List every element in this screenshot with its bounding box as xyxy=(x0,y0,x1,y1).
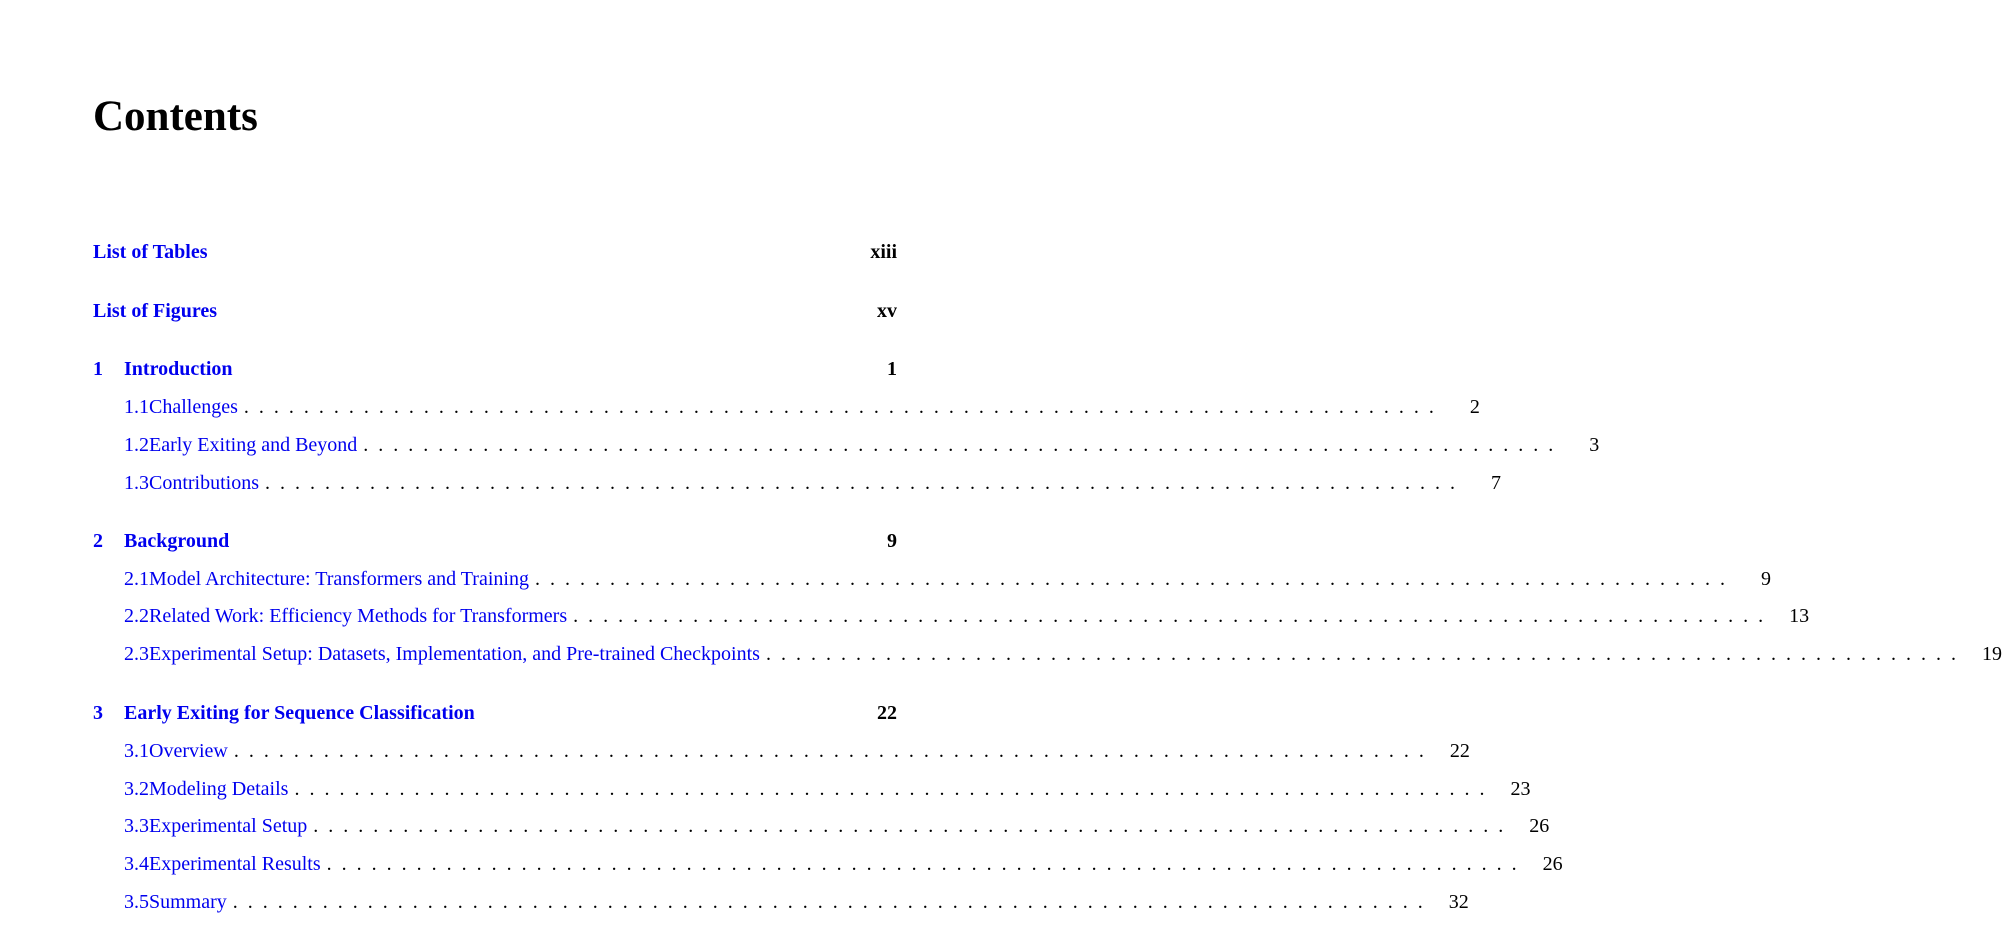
dot-leader: . . . . . . . . . . . . . . . . . . . . . . . . . . . . . . . . . . . . . . . . . . . . . . . . . . . . . . . . . . . . . . . . . . . . . . . . . . . . . . . . xyxy=(232,891,1423,913)
toc-section-3-4[interactable] xyxy=(93,851,1563,877)
section-number[interactable]: 3.3 xyxy=(124,815,149,837)
chapter-title[interactable]: Background xyxy=(124,530,230,552)
section-number[interactable]: 1.3 xyxy=(124,472,149,494)
section-number[interactable]: 3.5 xyxy=(124,891,149,913)
section-page: 2 xyxy=(1469,396,1480,418)
toc-entry-list-of-tables[interactable] xyxy=(93,239,897,265)
toc-section-3-2[interactable] xyxy=(93,776,1531,802)
section-number[interactable]: 1.1 xyxy=(124,396,149,418)
chapter-title[interactable]: Introduction xyxy=(124,358,233,380)
chapter-title[interactable]: Early Exiting for Sequence Classification xyxy=(124,702,475,724)
dot-leader: . . . . . . . . . . . . . . . . . . . . . . . . . . . . . . . . . . . . . . . . . . . . . . . . . . . . . . . . . . . . . . . . . . . . . . . . . . . . . . . . xyxy=(294,778,1485,800)
section-page: 19 xyxy=(1981,643,2002,665)
section-number[interactable]: 3.4 xyxy=(124,853,149,875)
chapter-page: 9 xyxy=(887,530,897,552)
chapter-number[interactable]: 1 xyxy=(93,358,103,380)
dot-leader: . . . . . . . . . . . . . . . . . . . . . . . . . . . . . . . . . . . . . . . . . . . . . . . . . . . . . . . . . . . . . . . . . . . . . . . . . . . . . . . . xyxy=(326,853,1517,875)
section-number[interactable]: 3.2 xyxy=(124,778,149,800)
toc-entry-label[interactable]: List of Tables xyxy=(93,241,208,263)
toc-section-1-1[interactable] xyxy=(93,394,1480,420)
chapter-number[interactable]: 2 xyxy=(93,530,103,552)
section-page: 22 xyxy=(1449,740,1470,762)
section-page: 32 xyxy=(1448,891,1469,913)
section-title[interactable]: Experimental Setup: Datasets, Implementation, and Pre-trained Checkpoints xyxy=(149,643,760,665)
section-number[interactable]: 3.1 xyxy=(124,740,149,762)
toc-section-2-3[interactable] xyxy=(93,641,2002,667)
section-page: 26 xyxy=(1529,815,1550,837)
chapter-page: 1 xyxy=(887,358,897,380)
toc-section-3-1[interactable] xyxy=(93,738,1470,764)
toc-chapter-2[interactable] xyxy=(93,528,897,554)
section-page: 9 xyxy=(1760,568,1771,590)
section-title[interactable]: Experimental Results xyxy=(149,853,321,875)
section-page: 23 xyxy=(1510,778,1531,800)
toc-entry-label[interactable]: List of Figures xyxy=(93,300,218,322)
section-title[interactable]: Modeling Details xyxy=(149,778,289,800)
section-title[interactable]: Experimental Setup xyxy=(149,815,308,837)
dot-leader: . . . . . . . . . . . . . . . . . . . . . . . . . . . . . . . . . . . . . . . . . . . . . . . . . . . . . . . . . . . . . . . . . . . . . . . . . . . . . . . . xyxy=(765,643,1956,665)
toc-entry-page: xv xyxy=(877,300,897,322)
toc-section-3-3[interactable] xyxy=(93,813,1550,839)
section-title[interactable]: Contributions xyxy=(149,472,260,494)
dot-leader: . . . . . . . . . . . . . . . . . . . . . . . . . . . . . . . . . . . . . . . . . . . . . . . . . . . . . . . . . . . . . . . . . . . . . . . . . . . . . . . . xyxy=(363,434,1554,456)
section-page: 13 xyxy=(1789,605,1810,627)
toc-entry-list-of-figures[interactable] xyxy=(93,298,897,324)
section-number[interactable]: 1.2 xyxy=(124,434,149,456)
section-title[interactable]: Early Exiting and Beyond xyxy=(149,434,358,456)
dot-leader: . . . . . . . . . . . . . . . . . . . . . . . . . . . . . . . . . . . . . . . . . . . . . . . . . . . . . . . . . . . . . . . . . . . . . . . . . . . . . . . . xyxy=(233,740,1424,762)
section-title[interactable]: Overview xyxy=(149,740,228,762)
section-title[interactable]: Challenges xyxy=(149,396,238,418)
chapter-number[interactable]: 3 xyxy=(93,702,103,724)
section-title[interactable]: Summary xyxy=(149,891,227,913)
toc-section-2-1[interactable] xyxy=(93,566,1771,592)
dot-leader: . . . . . . . . . . . . . . . . . . . . . . . . . . . . . . . . . . . . . . . . . . . . . . . . . . . . . . . . . . . . . . . . . . . . . . . . . . . . . . . . xyxy=(313,815,1504,837)
toc-chapter-1[interactable] xyxy=(93,356,897,382)
dot-leader: . . . . . . . . . . . . . . . . . . . . . . . . . . . . . . . . . . . . . . . . . . . . . . . . . . . . . . . . . . . . . . . . . . . . . . . . . . . . . . . . xyxy=(243,396,1434,418)
section-number[interactable]: 2.3 xyxy=(124,643,149,665)
dot-leader: . . . . . . . . . . . . . . . . . . . . . . . . . . . . . . . . . . . . . . . . . . . . . . . . . . . . . . . . . . . . . . . . . . . . . . . . . . . . . . . . xyxy=(573,605,1764,627)
section-page: 3 xyxy=(1589,434,1600,456)
toc-section-1-2[interactable] xyxy=(93,432,1600,458)
toc-section-1-3[interactable] xyxy=(93,470,1502,496)
section-title[interactable]: Model Architecture: Transformers and Training xyxy=(149,568,529,590)
toc-entry-page: xiii xyxy=(870,241,897,263)
section-number[interactable]: 2.1 xyxy=(124,568,149,590)
toc-section-2-2[interactable] xyxy=(93,603,1810,629)
section-page: 7 xyxy=(1491,472,1502,494)
toc-chapter-3[interactable] xyxy=(93,700,897,726)
section-number[interactable]: 2.2 xyxy=(124,605,149,627)
section-title[interactable]: Related Work: Efficiency Methods for Transformers xyxy=(149,605,568,627)
chapter-page: 22 xyxy=(877,702,897,724)
toc-section-3-5[interactable] xyxy=(93,889,1469,915)
dot-leader: . . . . . . . . . . . . . . . . . . . . . . . . . . . . . . . . . . . . . . . . . . . . . . . . . . . . . . . . . . . . . . . . . . . . . . . . . . . . . . . . xyxy=(534,568,1725,590)
section-page: 26 xyxy=(1542,853,1563,875)
dot-leader: . . . . . . . . . . . . . . . . . . . . . . . . . . . . . . . . . . . . . . . . . . . . . . . . . . . . . . . . . . . . . . . . . . . . . . . . . . . . . . . . xyxy=(265,472,1456,494)
page-title: Contents xyxy=(93,93,258,140)
